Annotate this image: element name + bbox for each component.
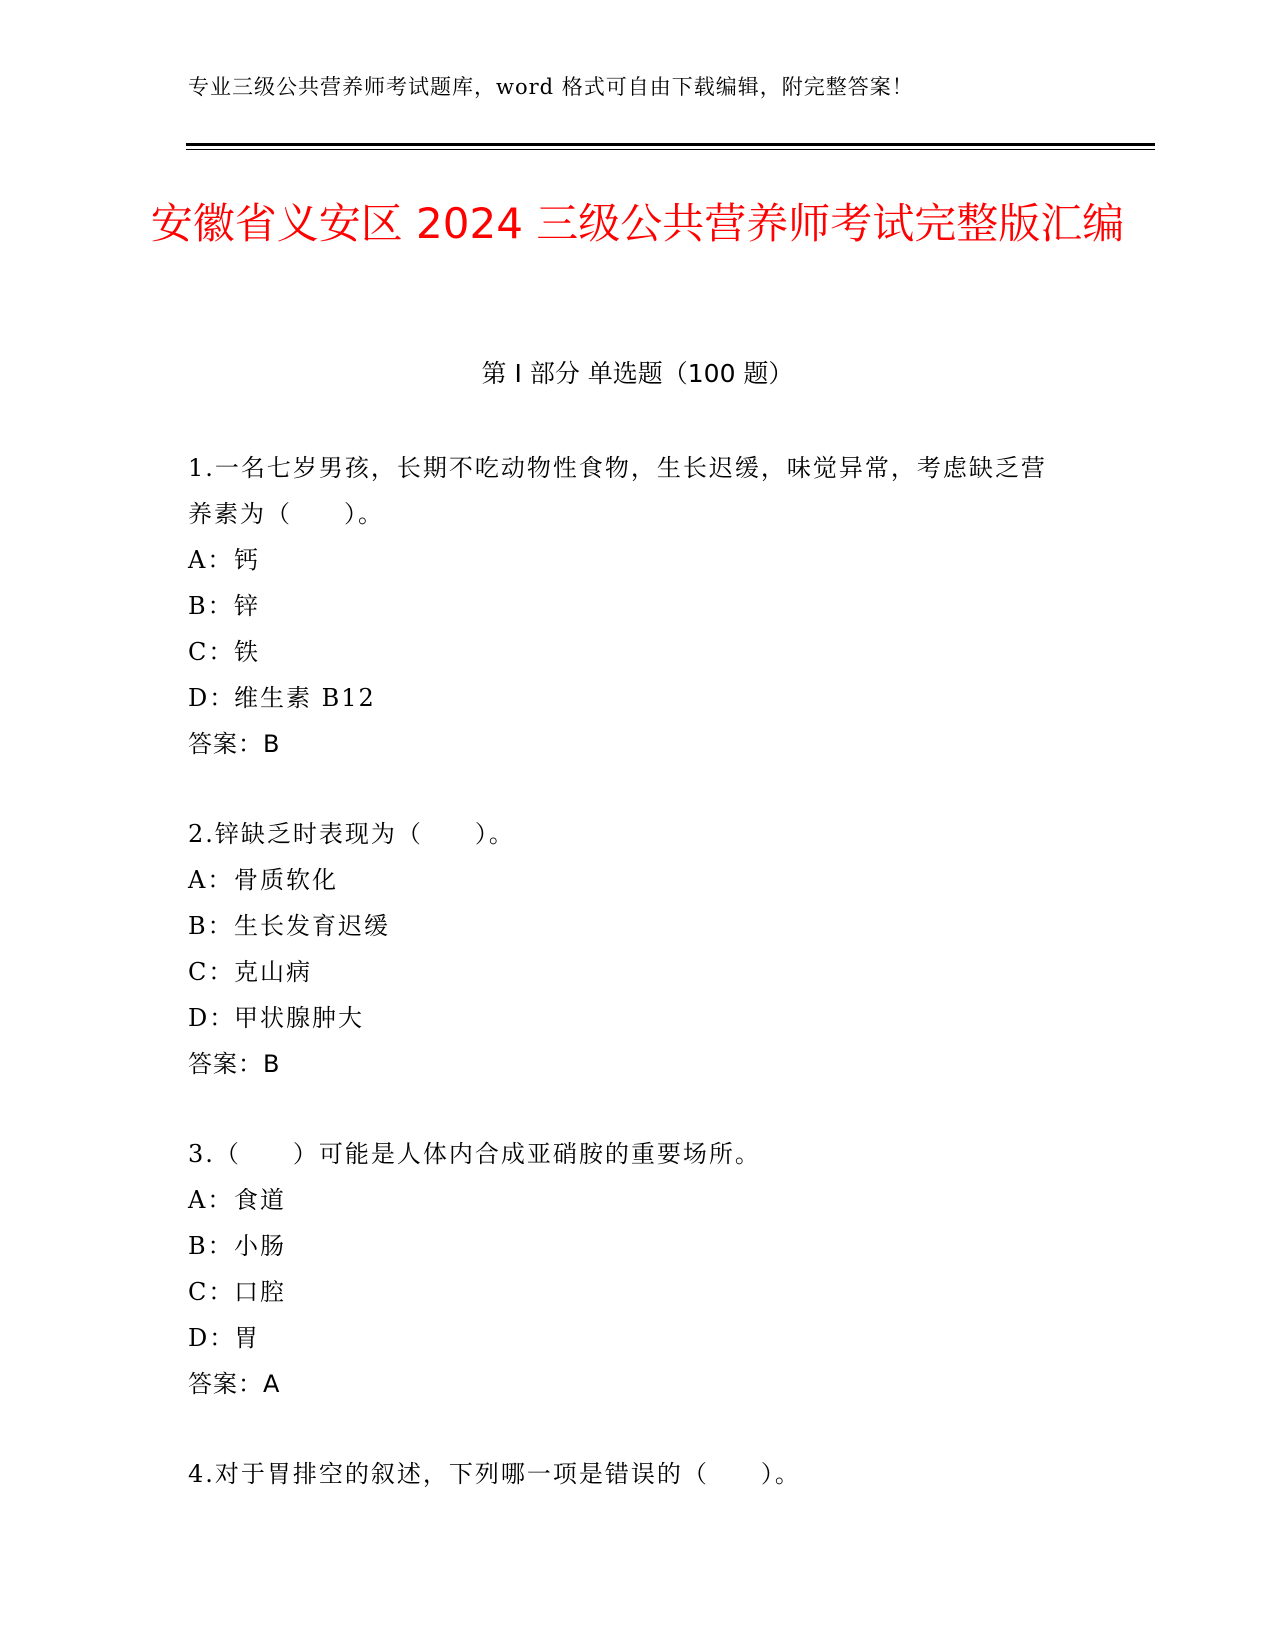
question-2 (188, 811, 1068, 1087)
option-text: 胃 (234, 1324, 260, 1352)
option-c (188, 949, 1068, 995)
answer-line (188, 1361, 1068, 1407)
option-text: 小肠 (234, 1232, 286, 1260)
answer-label: 答案： (188, 730, 263, 758)
question-list (188, 445, 1068, 1541)
option-b (188, 583, 1068, 629)
option-text: 口腔 (234, 1278, 286, 1306)
option-a (188, 1177, 1068, 1223)
option-text: 钙 (234, 546, 260, 574)
header-note: 专业三级公共营养师考试题库，word 格式可自由下载编辑，附完整答案！ (188, 75, 914, 99)
answer-value: B (263, 730, 281, 758)
option-text: 食道 (234, 1186, 286, 1214)
option-letter: C： (188, 1278, 235, 1306)
option-b (188, 903, 1068, 949)
question-stem: 2.锌缺乏时表现为（ ）。 (188, 820, 515, 848)
document-title: 安徽省义安区 2024 三级公共营养师考试完整版汇编 (150, 199, 1125, 248)
option-text: 锌 (234, 592, 260, 620)
option-letter: C： (188, 958, 235, 986)
question-stem: 1.一名七岁男孩，长期不吃动物性食物，生长迟缓，味觉异常，考虑缺乏营养素为（ ）。 (188, 454, 1047, 528)
answer-value: B (263, 1050, 281, 1078)
option-c (188, 629, 1068, 675)
header-rule-thin (186, 149, 1155, 150)
option-text: 维生素 B12 (234, 684, 376, 712)
option-text: 骨质软化 (234, 866, 338, 894)
question-4 (188, 1451, 1068, 1497)
option-d (188, 995, 1068, 1041)
question-stem: 4.对于胃排空的叙述，下列哪一项是错误的（ ）。 (188, 1460, 801, 1488)
option-letter: B： (188, 912, 234, 940)
option-letter: D： (188, 684, 236, 712)
option-a (188, 857, 1068, 903)
question-stem: 3.（ ）可能是人体内合成亚硝胺的重要场所。 (188, 1140, 761, 1168)
option-text: 铁 (234, 638, 260, 666)
option-letter: A： (188, 866, 234, 894)
option-letter: A： (188, 546, 234, 574)
option-letter: B： (188, 1232, 234, 1260)
option-c (188, 1269, 1068, 1315)
option-letter: C： (188, 638, 235, 666)
option-a (188, 537, 1068, 583)
section-heading: 第 I 部分 单选题（100 题） (481, 359, 794, 388)
option-letter: D： (188, 1004, 236, 1032)
option-d (188, 675, 1068, 721)
answer-label: 答案： (188, 1050, 263, 1078)
answer-line (188, 721, 1068, 767)
option-letter: A： (188, 1186, 234, 1214)
question-1 (188, 445, 1068, 767)
option-letter: B： (188, 592, 234, 620)
answer-label: 答案： (188, 1370, 263, 1398)
answer-value: A (263, 1370, 281, 1398)
option-text: 甲状腺肿大 (234, 1004, 364, 1032)
option-d (188, 1315, 1068, 1361)
option-text: 克山病 (234, 958, 312, 986)
option-text: 生长发育迟缓 (234, 912, 390, 940)
option-b (188, 1223, 1068, 1269)
answer-line (188, 1041, 1068, 1087)
option-letter: D： (188, 1324, 236, 1352)
header-rule-thick (186, 143, 1155, 146)
question-3 (188, 1131, 1068, 1407)
